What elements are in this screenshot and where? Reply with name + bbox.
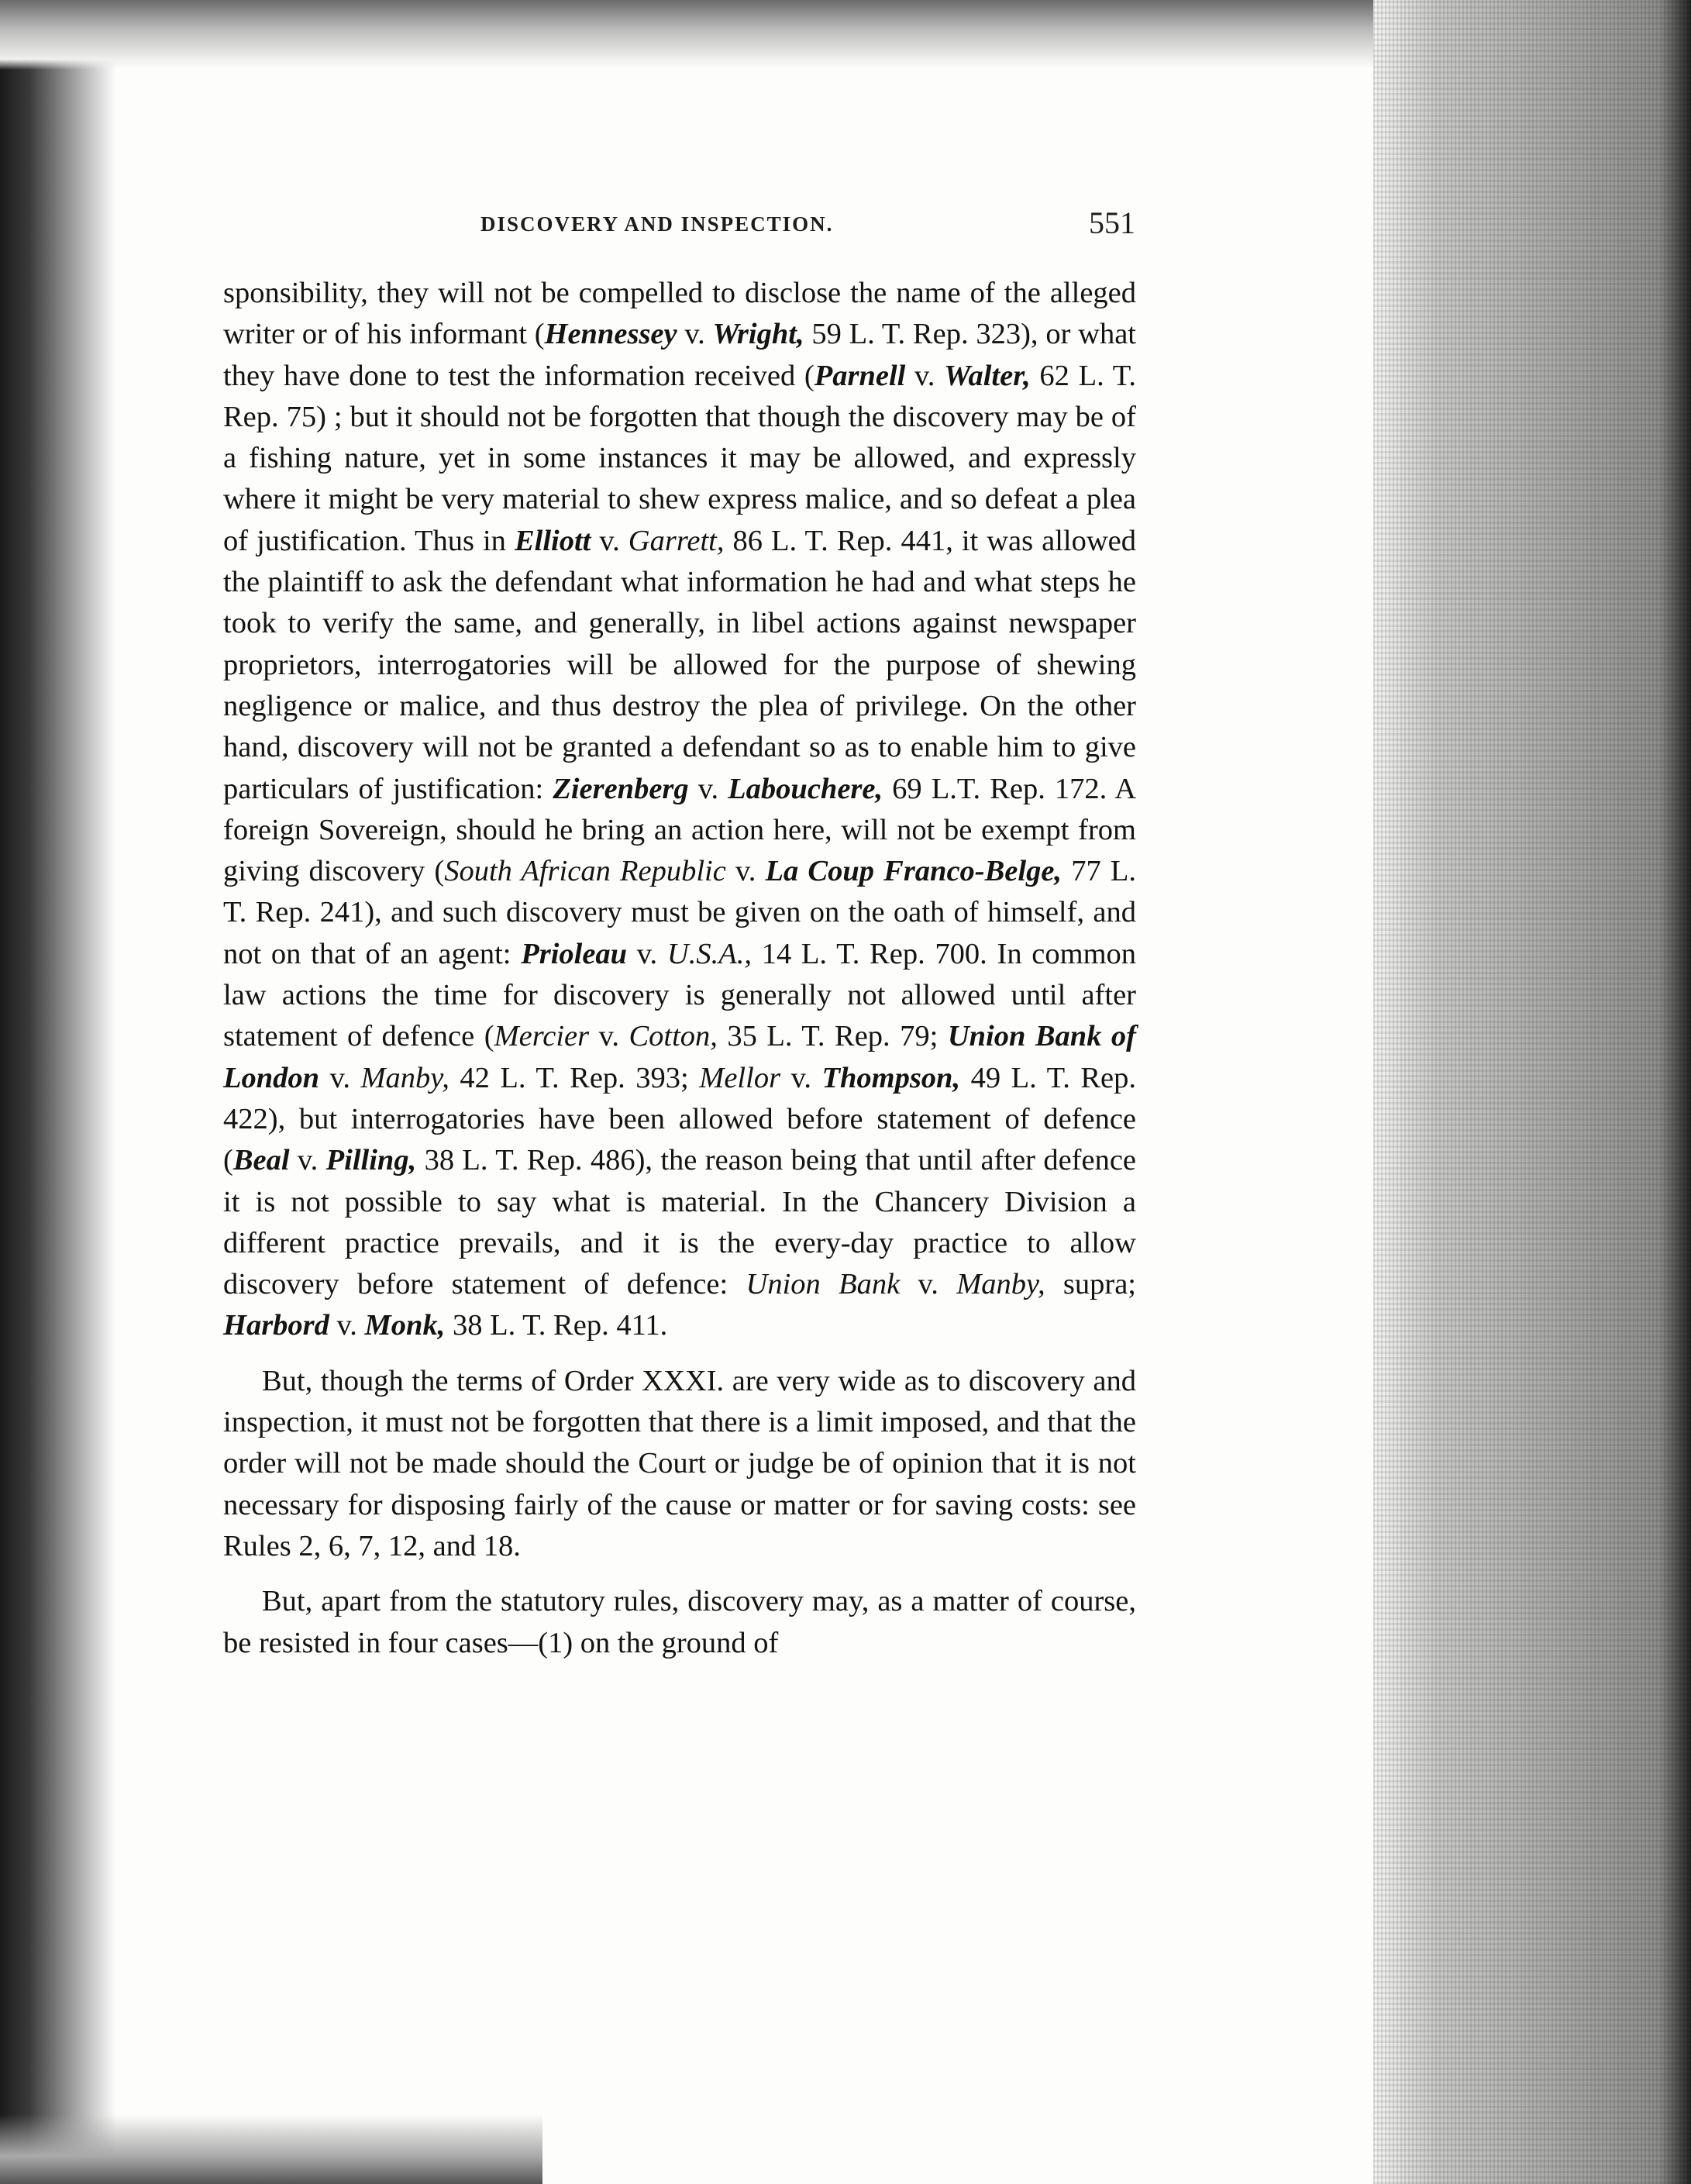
scan-shadow-left <box>0 0 116 2184</box>
case-name: U.S.A., <box>666 937 752 970</box>
text-run: v. <box>319 1061 361 1094</box>
case-name: Parnell <box>814 359 906 392</box>
case-name: Wright, <box>712 318 804 351</box>
scan-noise-right <box>1373 0 1691 2184</box>
text-run: v. <box>627 937 667 970</box>
text-run: v. <box>329 1309 365 1342</box>
text-run: v. <box>289 1144 326 1177</box>
text-run: 62 L. T. Rep. 75) ; but it should not be forgotten that though the discovery may be of a fishing nature, yet in some instances it may be allowed, and expressly where it might be very material to shew express malice, and so defeat a plea of justification. Thus in <box>223 359 1136 557</box>
text-run: sponsibility, they will not be compelled to disclose the name of the alleged writer or of his informant ( <box>223 277 1136 351</box>
paragraph-2: But, though the terms of Order XXXI. are very wide as to discovery and inspection, it must not be forgotten that there is a limit imposed, and that the order will not be made should the Court or judge be of opinion that it is not necessary for disposing fairly of the cause or matter or for saving costs: see Rules 2, 6, 7, 12, and 18. <box>223 1364 1136 1562</box>
case-name: Union Bank of London <box>223 1020 1136 1094</box>
page-number: 551 <box>1089 205 1135 240</box>
case-name: Garrett, <box>628 524 725 557</box>
text-run: v. <box>725 855 766 888</box>
case-name: Walter, <box>944 359 1031 392</box>
text-run: supra; <box>1045 1268 1137 1301</box>
case-name: Elliott <box>514 524 591 557</box>
scan-shadow-bottom <box>0 2114 542 2184</box>
case-name: Hennessey <box>544 318 677 351</box>
text-run: 38 L. T. Rep. 486), the reason being that until after defence it is not possible to say what is material. In the Chancery Division a different practice prevails, and it is the every-day practice to allow discovery before statement of defence: <box>223 1144 1136 1301</box>
text-run: 69 L.T. Rep. 172. A foreign Sovereign, should he bring an action here, will not be exempt from giving discovery ( <box>223 772 1137 888</box>
case-name: Mercier <box>494 1020 590 1053</box>
case-name: Labouchere, <box>728 772 883 805</box>
text-run: v. <box>688 772 728 805</box>
text-run: 77 L. T. Rep. 241), and such discovery must be given on the oath of himself, and not on that of an agent: <box>223 855 1136 970</box>
text-run: v. <box>589 1020 629 1053</box>
text-run: v. <box>900 1268 957 1301</box>
text-run: 38 L. T. Rep. 411. <box>445 1309 668 1342</box>
body-text <box>223 273 1136 1664</box>
text-run: v. <box>780 1061 822 1094</box>
text-run: 86 L. T. Rep. 441, it was allowed the plaintiff to ask the defendant what information he had and what steps he took to verify the same, and generally, in libel actions against newspaper proprietors, interrogatories will be allowed for the purpose of shewing negligence or malice, and thus destroy the plea of privilege. On the other hand, discovery will not be granted a defendant so as to enable him to give particulars of justification: <box>223 524 1137 805</box>
case-name: Prioleau <box>521 937 628 970</box>
text-run: 35 L. T. Rep. 79; <box>717 1020 948 1053</box>
text-run: 14 L. T. Rep. 700. In common law actions the time for discovery is generally not allowed until after statement of defence ( <box>223 937 1137 1053</box>
text-run: v. <box>677 318 713 351</box>
case-name: Thompson, <box>821 1061 961 1094</box>
text-run: 49 L. T. Rep. 422), but interrogatories have been allowed before statement of defence ( <box>223 1061 1137 1177</box>
paragraph-1 <box>223 273 1136 1347</box>
case-name: Cotton, <box>629 1020 718 1053</box>
case-name: Union Bank <box>746 1268 901 1301</box>
text-run: v. <box>591 524 629 557</box>
running-head: DISCOVERY AND INSPECTION. <box>480 212 834 236</box>
case-name: Manby, <box>956 1268 1045 1301</box>
case-name: South African Republic <box>444 855 726 888</box>
page-header <box>225 205 1135 250</box>
case-name: Harbord <box>223 1309 329 1342</box>
case-name: Zierenberg <box>553 772 689 805</box>
case-name: Monk, <box>364 1309 446 1342</box>
case-name: Manby, <box>360 1061 449 1094</box>
case-name: La Coup Franco-Belge, <box>765 855 1062 888</box>
text-run: v. <box>905 359 945 392</box>
paragraph-3: But, apart from the statutory rules, discovery may, as a matter of course, be resisted in four cases—(1) on the ground of <box>223 1585 1136 1659</box>
case-name: Mellor <box>699 1061 781 1094</box>
text-run: 42 L. T. Rep. 393; <box>449 1061 700 1094</box>
case-name: Pilling, <box>325 1144 417 1177</box>
scan-shadow-top <box>0 0 1395 70</box>
case-name: Beal <box>232 1144 290 1177</box>
text-run: 59 L. T. Rep. 323), or what they have done to test the information received ( <box>223 318 1137 392</box>
